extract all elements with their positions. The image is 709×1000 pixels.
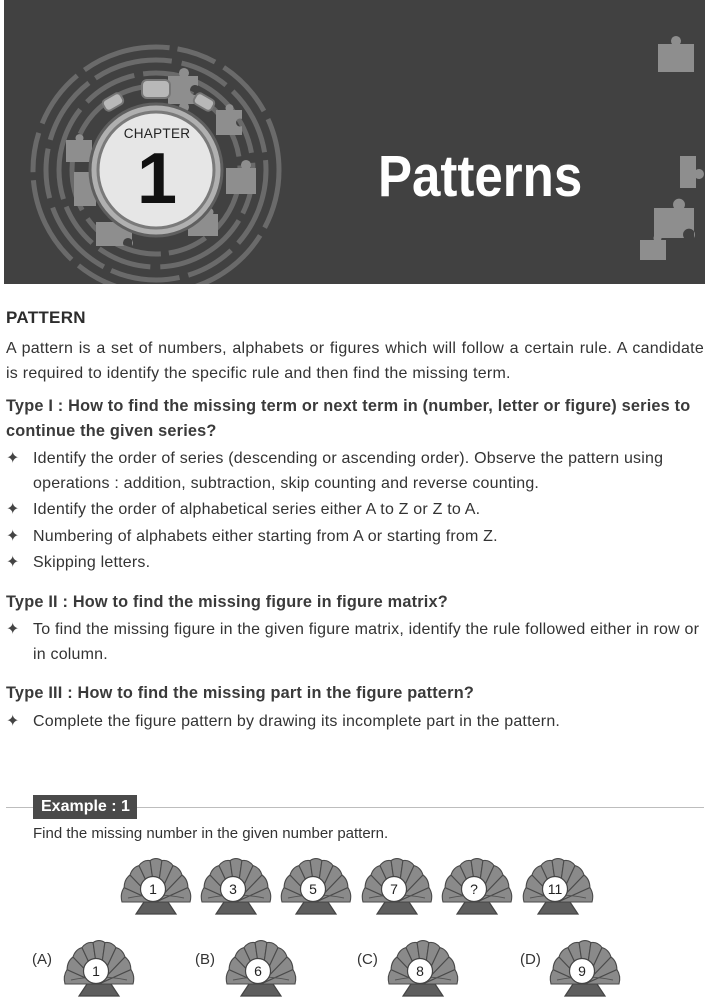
type-3-heading: Type III : How to find the missing part in the figure pattern? <box>6 684 474 702</box>
sequence-shell <box>198 852 274 918</box>
option-a-value: 1 <box>92 963 100 979</box>
sequence-number: 7 <box>390 881 398 897</box>
list-item: ✦ Skipping letters. <box>6 551 704 576</box>
banner-artwork <box>4 0 705 284</box>
option-b-shell[interactable] <box>223 934 299 1000</box>
option-d-value: 9 <box>578 963 586 979</box>
option-d-label: (D) <box>520 951 541 968</box>
chapter-banner <box>4 0 705 284</box>
sequence-number: 3 <box>229 881 237 897</box>
type-1-bullets <box>6 447 704 576</box>
sequence-shell <box>359 852 435 918</box>
option-b-label: (B) <box>195 951 215 968</box>
list-item: ✦ Complete the figure pattern by drawing its incomplete part in the pattern. <box>6 710 704 735</box>
example-question: Find the missing number in the given number pattern. <box>33 825 389 842</box>
option-a-label: (A) <box>32 951 52 968</box>
chapter-label: CHAPTER <box>123 126 191 141</box>
bullet-icon: ✦ <box>6 527 20 545</box>
type-2-bullets <box>6 618 704 667</box>
sequence-shell <box>118 852 194 918</box>
sequence-missing-mark: ? <box>470 881 478 897</box>
example-header <box>6 795 704 821</box>
section-heading: PATTERN <box>6 308 86 327</box>
type-2-heading: Type II : How to find the missing figure in figure matrix? <box>6 592 448 611</box>
option-c-label: (C) <box>357 951 378 968</box>
list-item: ✦ Numbering of alphabets either starting from A or starting from Z. <box>6 525 704 550</box>
option-c-value: 8 <box>416 963 424 979</box>
bullet-icon: ✦ <box>6 554 20 571</box>
chapter-number: 1 <box>136 139 178 219</box>
sequence-shell-missing <box>439 852 515 918</box>
option-c-shell[interactable] <box>385 934 461 1000</box>
bullet-icon: ✦ <box>6 450 20 467</box>
option-a-shell[interactable] <box>61 934 137 1000</box>
option-d-shell[interactable] <box>547 934 623 1000</box>
bullet-icon: ✦ <box>6 712 20 730</box>
list-item: ✦ Identify the order of series (descending or ascending order). Observe the pattern using operations : addition, subtraction, skip counting and reverse counting. <box>6 447 704 496</box>
type-1-heading: Type I : How to find the missing term or next term in (number, letter or figure) series to continue the given series? <box>6 397 691 440</box>
section-intro: A pattern is a set of numbers, alphabets or figures which will follow a certain rule. A candidate is required to identify the specific rule and then find the missing term. <box>6 340 704 382</box>
sequence-shell <box>520 852 596 918</box>
list-item: ✦ To find the missing figure in the given figure matrix, identify the rule followed either in row or in column. <box>6 618 704 667</box>
sequence-number: 5 <box>309 881 317 897</box>
option-b-value: 6 <box>254 963 262 979</box>
sequence-shell <box>278 852 354 918</box>
bullet-icon: ✦ <box>6 501 20 518</box>
list-item: ✦ Identify the order of alphabetical series either A to Z or Z to A. <box>6 498 704 523</box>
content <box>6 305 704 842</box>
sequence-number: 1 <box>149 881 157 897</box>
bullet-icon: ✦ <box>6 621 20 638</box>
example-label: Example : 1 <box>33 795 137 819</box>
sequence-number: 11 <box>547 881 563 897</box>
chapter-title: Patterns <box>378 144 583 209</box>
type-3-bullets <box>6 710 704 735</box>
